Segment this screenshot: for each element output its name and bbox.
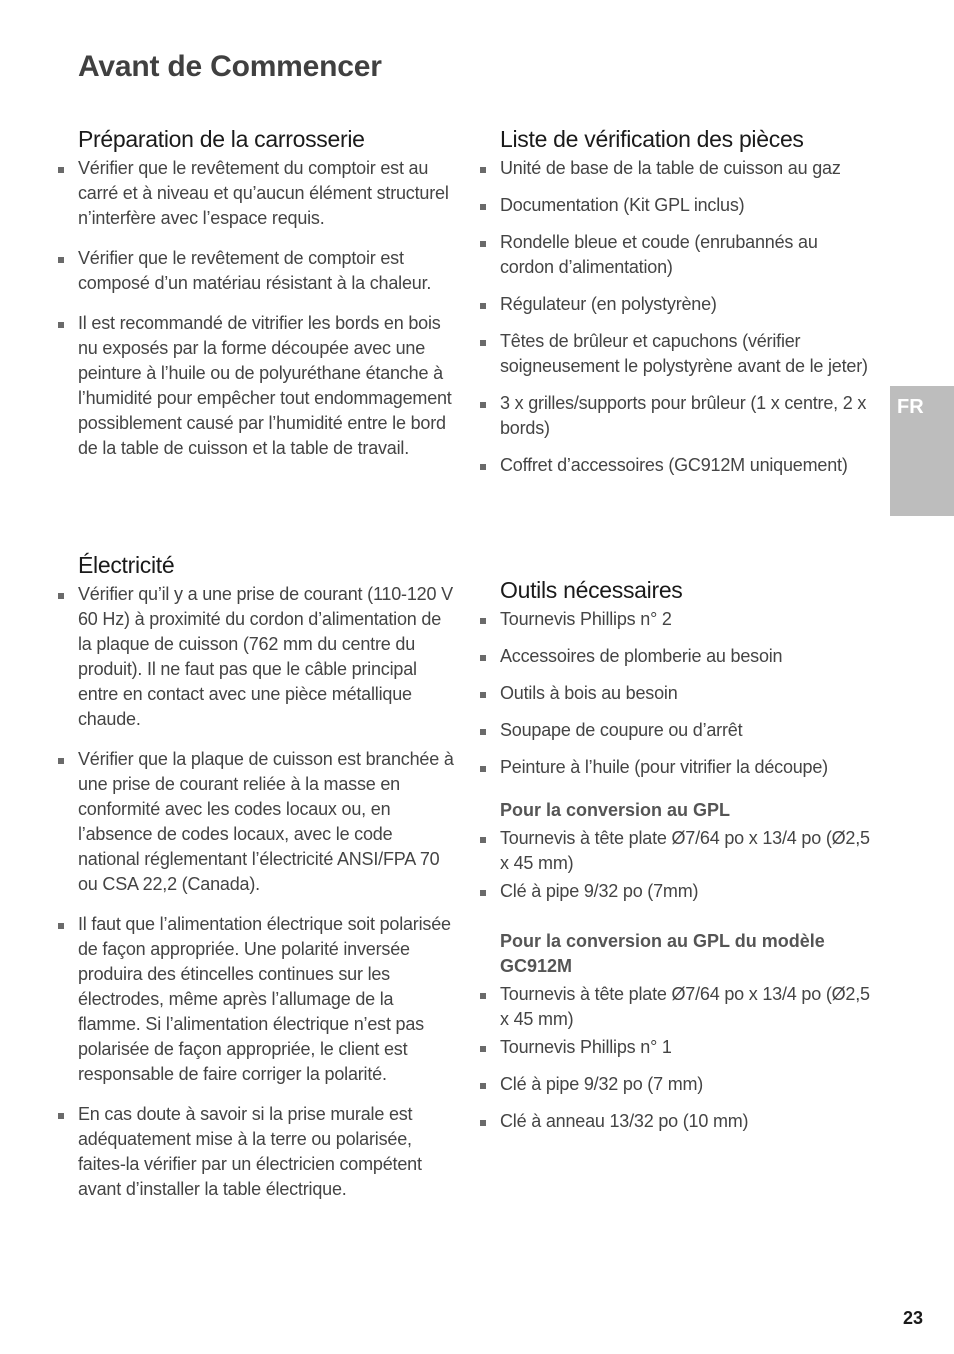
list-item: Unité de base de la table de cuisson au gaz — [478, 156, 874, 181]
list-item: Régulateur (en polystyrène) — [478, 292, 874, 317]
list-item: Il faut que l’alimentation électrique soit polarisée de façon appropriée. Une polarité inversée produira des étincelles continues sur les électrodes, même après l’allumage de la flamme. Si l’alimentation électrique n’est pas polarisée de façon appropriée, le client est responsable de faire corriger la polarité. — [56, 912, 456, 1087]
section-outils — [478, 575, 874, 1134]
left-column — [56, 124, 456, 1217]
list-item: Accessoires de plomberie au besoin — [478, 644, 874, 669]
list-item: Vérifier que la plaque de cuisson est branchée à une prise de courant reliée à la masse en conformité avec les codes locaux ou, en l’absence de codes locaux, avec le code national réglementant l’électricité ANSI/FPA 70 ou CSA 22,2 (Canada). — [56, 747, 456, 897]
list-item: Tournevis Phillips n° 1 — [478, 1035, 874, 1060]
list-item: Clé à pipe 9/32 po (7mm) — [478, 879, 874, 904]
list-item: Peinture à l’huile (pour vitrifier la découpe) — [478, 755, 874, 780]
list-item: Rondelle bleue et coude (enrubannés au cordon d’alimentation) — [478, 230, 874, 280]
electricite-list — [56, 582, 456, 1202]
list-item: En cas doute à savoir si la prise murale est adéquatement mise à la terre ou polarisée, faites-la vérifier par un électricien compétent avant d’installer la table électrique. — [56, 1102, 456, 1202]
subheading-gc912m: Pour la conversion au GPL du modèle GC912M — [500, 931, 825, 976]
list-item: Tournevis Phillips n° 2 — [478, 607, 874, 632]
list-item: Vérifier que le revêtement de comptoir est composé d’un matériau résistant à la chaleur. — [56, 246, 456, 296]
list-item: Documentation (Kit GPL inclus) — [478, 193, 874, 218]
list-item: Clé à anneau 13/32 po (10 mm) — [478, 1109, 874, 1134]
page-title: Avant de Commencer — [78, 50, 382, 83]
gpl-list — [478, 826, 874, 904]
list-item: Soupape de coupure ou d’arrêt — [478, 718, 874, 743]
pieces-list — [478, 156, 874, 478]
list-item: 3 x grilles/supports pour brûleur (1 x centre, 2 x bords) — [478, 391, 874, 441]
section-pieces — [478, 124, 874, 575]
language-tab-label: FR — [897, 396, 924, 418]
list-item: Vérifier qu’il y a une prise de courant (110-120 V 60 Hz) à proximité du cordon d’alimentation de la plaque de cuisson (762 mm du centre du produit). Il ne faut pas que le câble principal entre en contact avec une pièce métallique chaude. — [56, 582, 456, 732]
list-item: Clé à pipe 9/32 po (7 mm) — [478, 1072, 874, 1097]
list-item: Tournevis à tête plate Ø7/64 po x 13/4 po (Ø2,5 x 45 mm) — [478, 826, 874, 876]
outils-list — [478, 607, 874, 780]
list-item: Il est recommandé de vitrifier les bords en bois nu exposés par la forme découpée avec une peinture à l’huile ou de polyuréthane étanche à l’humidité pour empêcher tout endommagement possiblement causé par l’humidité entre le bord de la table de cuisson et la table de travail. — [56, 311, 456, 461]
section-heading-preparation: Préparation de la carrosserie — [78, 126, 365, 152]
list-item: Tournevis à tête plate Ø7/64 po x 13/4 po (Ø2,5 x 45 mm) — [478, 982, 874, 1032]
list-item: Vérifier que le revêtement du comptoir est au carré et à niveau et qu’aucun élément structurel n’interfère avec l’espace requis. — [56, 156, 456, 231]
list-item: Coffret d’accessoires (GC912M uniquement) — [478, 453, 874, 478]
section-preparation — [56, 124, 456, 550]
subheading-gpl: Pour la conversion au GPL — [500, 800, 731, 820]
section-heading-outils: Outils nécessaires — [500, 577, 683, 603]
list-item: Outils à bois au besoin — [478, 681, 874, 706]
right-column — [478, 124, 874, 1134]
section-heading-electricite: Électricité — [78, 552, 175, 578]
preparation-list — [56, 156, 456, 461]
gc912m-list — [478, 982, 874, 1134]
section-electricite — [56, 550, 456, 1202]
language-tab — [890, 386, 954, 516]
page-number: 23 — [903, 1308, 924, 1328]
list-item: Têtes de brûleur et capuchons (vérifier soigneusement le polystyrène avant de le jeter) — [478, 329, 874, 379]
section-heading-pieces: Liste de vérification des pièces — [500, 126, 804, 152]
